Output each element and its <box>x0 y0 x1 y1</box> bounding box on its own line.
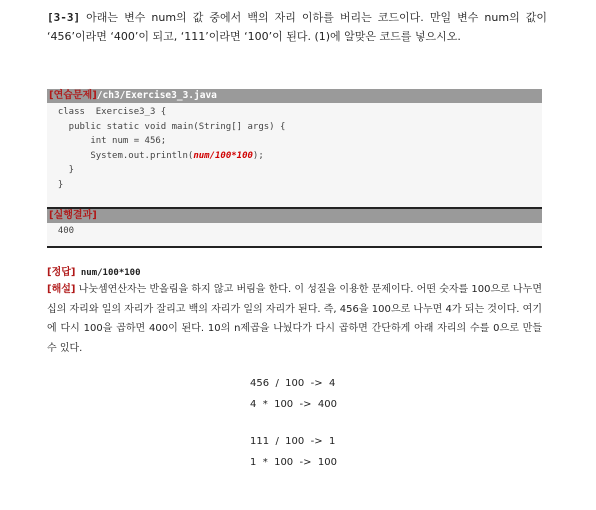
answer-label: [정답] <box>47 267 76 278</box>
calc-line: 4 * 100 -> 400 <box>250 399 337 410</box>
calc-line: 456 / 100 -> 4 <box>250 378 336 389</box>
result-box-header <box>47 209 542 223</box>
answer <box>47 263 141 278</box>
code-box-filename: /ch3/Exercise3_3.java <box>96 90 217 101</box>
result-box-label: [실행결과] <box>49 210 97 221</box>
result-body <box>47 223 542 248</box>
code-line: class Exercise3_3 { <box>47 107 167 117</box>
code-line: public static void main(String[] args) { <box>47 121 286 132</box>
code-line-text: System.out.println( <box>47 150 194 161</box>
question <box>47 8 547 46</box>
question-text: 아래는 변수 num의 값 중에서 백의 자리 이하를 버리는 코드이다. 만일 변수 num의 값이 ‘456’이라면 ‘400’이 되고, ‘111’이라면 ‘100’이 된다. (1)에 알맞은 코드를 넣으시오. <box>47 11 547 43</box>
calc-line: 1 * 100 -> 100 <box>250 457 337 468</box>
answer-value: num/100*100 <box>75 268 141 278</box>
code-line <box>47 149 542 164</box>
explanation <box>47 280 542 358</box>
code-box-label: [연습문제] <box>49 90 97 101</box>
result-box <box>47 209 542 248</box>
code-body <box>47 103 542 209</box>
explanation-text: 나눗셈연산자는 반올림을 하지 않고 버림을 한다. 이 성질을 이용한 문제이다. 어떤 숫자를 100으로 나누면 십의 자리와 일의 자리가 잘리고 백의 자리가 일의 자리가 된다. 즉, 456을 100으로 나누면 4가 되는 것이다. 여기에 다시 100을 곱하면 400이 된다. 10의 n제곱을 나눴다가 다시 곱하면 간단하게 아래 자리의 수를 0으로 만들 수 있다. <box>47 284 542 354</box>
code-line-end: ); <box>252 150 264 161</box>
question-number: [3-3] <box>47 11 81 24</box>
calc-line: 111 / 100 -> 1 <box>250 436 336 447</box>
result-output: 400 <box>47 226 75 236</box>
code-box-header <box>47 89 542 103</box>
explanation-label: [해설] <box>47 284 76 295</box>
code-highlight: num/100*100 <box>193 150 253 161</box>
code-box <box>47 89 542 209</box>
code-line: } <box>47 165 75 175</box>
code-line: int num = 456; <box>47 136 167 146</box>
code-line: } <box>47 179 64 190</box>
